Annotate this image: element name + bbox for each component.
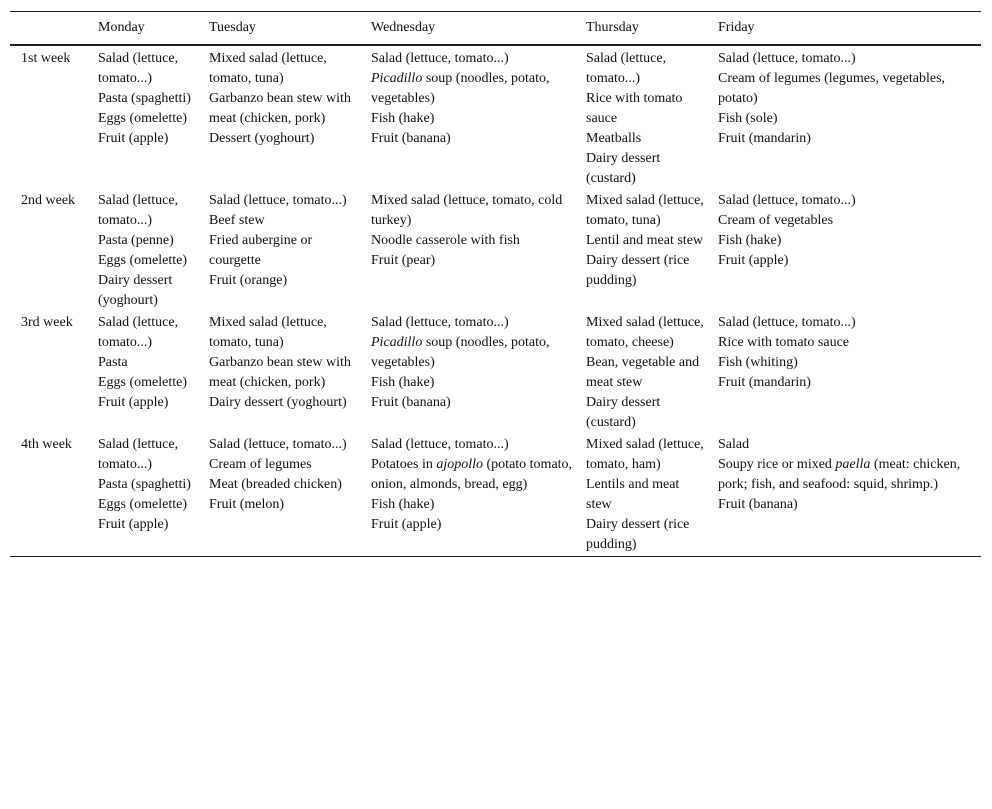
menu-item: Cream of legumes xyxy=(209,457,312,472)
menu-item: Picadillo soup (noodles, potato, vegetables) xyxy=(371,71,550,106)
menu-item: Salad (lettuce, tomato...) xyxy=(718,315,856,330)
menu-item: Rice with tomato sauce xyxy=(586,91,683,126)
menu-item: Bean, vegetable and meat stew xyxy=(586,355,700,390)
menu-item: Salad (lettuce, tomato...) xyxy=(209,193,347,208)
menu-item: Meatballs xyxy=(586,131,642,146)
menu-item: Salad (lettuce, tomato...) xyxy=(718,51,856,66)
week-label: 3rd week xyxy=(21,315,73,330)
wednesday-cell xyxy=(371,312,586,434)
tuesday-cell xyxy=(209,190,371,312)
menu-item: Salad (lettuce, tomato...) xyxy=(586,51,667,86)
menu-item: Dairy dessert (custard) xyxy=(586,395,661,430)
menu-item: Lentil and meat stew xyxy=(586,233,704,248)
table-row xyxy=(10,312,981,434)
menu-item: Fruit (apple) xyxy=(98,517,169,532)
menu-table-container xyxy=(10,11,981,557)
menu-item: Fish (hake) xyxy=(371,497,435,512)
menu-item: Fried aubergine or courgette xyxy=(209,233,313,268)
week-label: 1st week xyxy=(21,51,71,66)
table-row xyxy=(10,190,981,312)
menu-item: Pasta (penne) xyxy=(98,233,174,248)
table-row xyxy=(10,45,981,190)
menu-item: Salad (lettuce, tomato...) xyxy=(718,193,856,208)
menu-item: Garbanzo bean stew with meat (chicken, pork) xyxy=(209,355,351,390)
week-label: 2nd week xyxy=(21,193,76,208)
menu-item: Mixed salad (lettuce, tomato, tuna) xyxy=(586,193,704,228)
header-monday: Monday xyxy=(98,20,145,35)
menu-item: Lentils and meat stew xyxy=(586,477,680,512)
header-wednesday: Wednesday xyxy=(371,20,436,35)
friday-cell xyxy=(718,434,981,557)
tuesday-cell xyxy=(209,45,371,190)
menu-item: Mixed salad (lettuce, tomato, ham) xyxy=(586,437,704,472)
menu-item: Pasta xyxy=(98,355,128,370)
menu-item: Fruit (apple) xyxy=(98,395,169,410)
tuesday-cell xyxy=(209,312,371,434)
menu-item: Eggs (omelette) xyxy=(98,253,188,268)
monday-cell xyxy=(98,434,209,557)
menu-item: Salad (lettuce, tomato...) xyxy=(98,51,179,86)
menu-item: Mixed salad (lettuce, tomato, tuna) xyxy=(209,51,327,86)
thursday-cell xyxy=(586,45,718,190)
tuesday-cell xyxy=(209,434,371,557)
menu-item: Pasta (spaghetti) xyxy=(98,91,191,106)
corner-header xyxy=(10,12,98,46)
menu-item: Pasta (spaghetti) xyxy=(98,477,191,492)
wednesday-cell xyxy=(371,434,586,557)
menu-item: Fish (hake) xyxy=(718,233,782,248)
thursday-cell xyxy=(586,190,718,312)
menu-item: Salad (lettuce, tomato...) xyxy=(371,51,509,66)
menu-item: Fruit (orange) xyxy=(209,273,288,288)
menu-item: Salad (lettuce, tomato...) xyxy=(371,315,509,330)
menu-item: Fruit (apple) xyxy=(718,253,789,268)
menu-item: Cream of legumes (legumes, vegetables, potato) xyxy=(718,71,946,106)
wednesday-cell xyxy=(371,190,586,312)
monday-cell xyxy=(98,312,209,434)
menu-item: Salad (lettuce, tomato...) xyxy=(209,437,347,452)
wednesday-cell xyxy=(371,45,586,190)
menu-item: Salad xyxy=(718,437,750,452)
thursday-cell xyxy=(586,312,718,434)
weekly-menu-table xyxy=(10,11,981,557)
menu-item: Dairy dessert (yoghourt) xyxy=(98,273,173,308)
menu-item: Beef stew xyxy=(209,213,265,228)
menu-item: Dessert (yoghourt) xyxy=(209,131,315,146)
monday-cell xyxy=(98,45,209,190)
thursday-cell xyxy=(586,434,718,557)
menu-item: Eggs (omelette) xyxy=(98,497,188,512)
menu-item: Meat (breaded chicken) xyxy=(209,477,342,492)
menu-item: Fish (sole) xyxy=(718,111,778,126)
menu-item: Salad (lettuce, tomato...) xyxy=(98,315,179,350)
table-row xyxy=(10,434,981,557)
menu-item: Garbanzo bean stew with meat (chicken, pork) xyxy=(209,91,351,126)
friday-cell xyxy=(718,190,981,312)
menu-item: Fruit (banana) xyxy=(718,497,798,512)
header-row xyxy=(10,12,981,46)
menu-item: Rice with tomato sauce xyxy=(718,335,850,350)
menu-item: Picadillo soup (noodles, potato, vegetables) xyxy=(371,335,550,370)
friday-cell xyxy=(718,312,981,434)
menu-item: Eggs (omelette) xyxy=(98,111,188,126)
menu-item: Salad (lettuce, tomato...) xyxy=(98,193,179,228)
menu-item: Salad (lettuce, tomato...) xyxy=(371,437,509,452)
week-label: 4th week xyxy=(21,437,72,452)
menu-item: Dairy dessert (rice pudding) xyxy=(586,517,690,552)
menu-item: Mixed salad (lettuce, tomato, tuna) xyxy=(209,315,327,350)
menu-item: Potatoes in ajopollo (potato tomato, onion, almonds, bread, egg) xyxy=(371,457,573,492)
menu-item: Dairy dessert (yoghourt) xyxy=(209,395,347,410)
menu-item: Fruit (mandarin) xyxy=(718,131,811,146)
menu-item: Salad (lettuce, tomato...) xyxy=(98,437,179,472)
header-tuesday: Tuesday xyxy=(209,20,256,35)
menu-item: Fruit (mandarin) xyxy=(718,375,811,390)
menu-item: Mixed salad (lettuce, tomato, cold turkey) xyxy=(371,193,563,228)
header-thursday: Thursday xyxy=(586,20,639,35)
menu-item: Fruit (pear) xyxy=(371,253,436,268)
menu-item: Dairy dessert (rice pudding) xyxy=(586,253,690,288)
menu-item: Fruit (apple) xyxy=(371,517,442,532)
menu-item: Cream of vegetables xyxy=(718,213,834,228)
menu-item: Fish (hake) xyxy=(371,111,435,126)
menu-item: Fish (hake) xyxy=(371,375,435,390)
menu-item: Fruit (banana) xyxy=(371,395,451,410)
menu-item: Eggs (omelette) xyxy=(98,375,188,390)
monday-cell xyxy=(98,190,209,312)
menu-item: Noodle casserole with fish xyxy=(371,233,520,248)
menu-item: Fruit (apple) xyxy=(98,131,169,146)
menu-item: Fish (whiting) xyxy=(718,355,798,370)
friday-cell xyxy=(718,45,981,190)
menu-item: Fruit (banana) xyxy=(371,131,451,146)
menu-item: Fruit (melon) xyxy=(209,497,285,512)
menu-item: Soupy rice or mixed paella (meat: chicken, pork; fish, and seafood: squid, shrimp.) xyxy=(718,457,961,492)
menu-item: Dairy dessert (custard) xyxy=(586,151,661,186)
header-friday: Friday xyxy=(718,20,755,35)
menu-item: Mixed salad (lettuce, tomato, cheese) xyxy=(586,315,704,350)
